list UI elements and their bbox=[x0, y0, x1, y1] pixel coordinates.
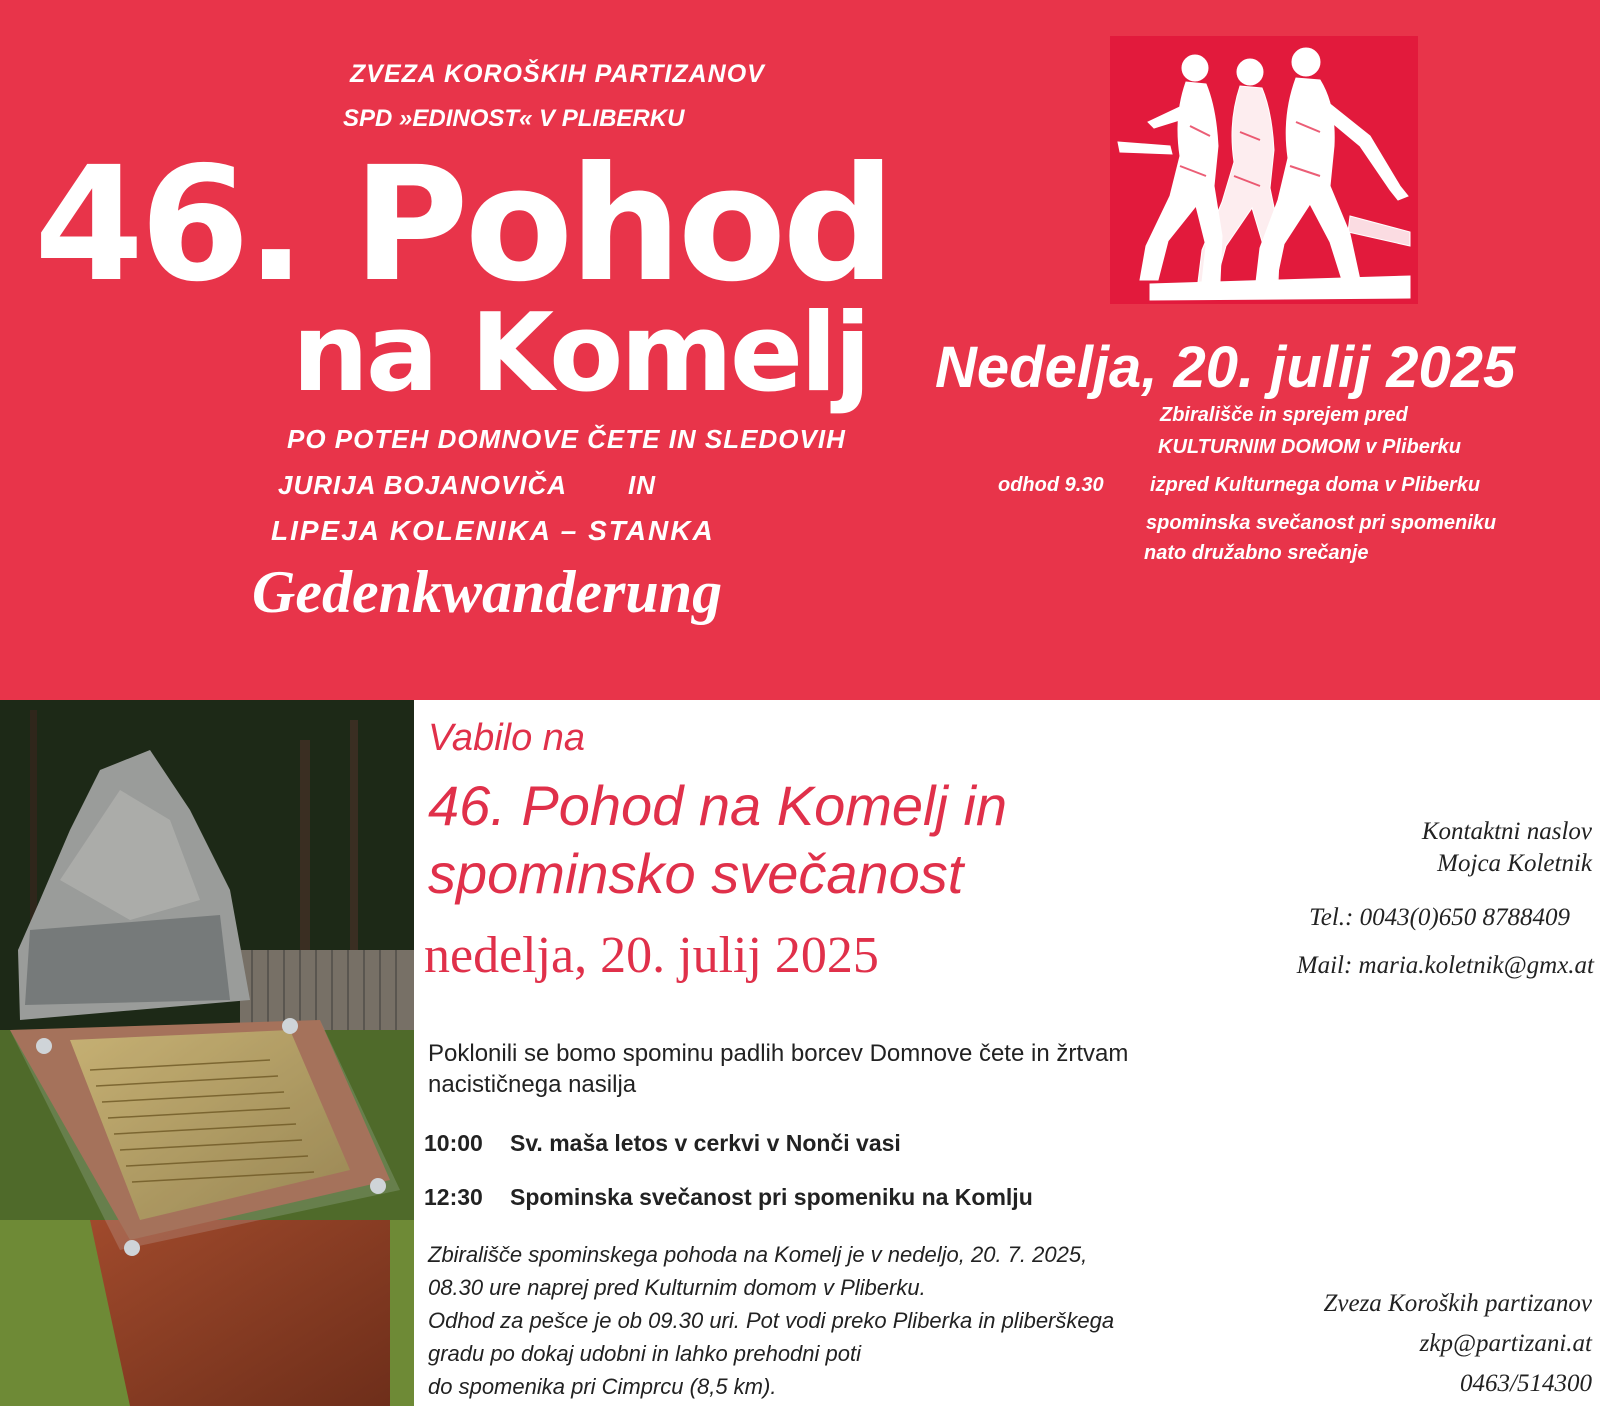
event-date: Nedelja, 20. julij 2025 bbox=[935, 335, 1516, 400]
page-title-line1: 46. Pohod bbox=[34, 133, 892, 317]
contact-label: Kontaktni naslov bbox=[1421, 818, 1592, 845]
page-title-line2: na Komelj bbox=[292, 291, 869, 416]
details-line: Odhod za pešce je ob 09.30 uri. Pot vodi preko Pliberka in pliberškega bbox=[428, 1308, 1115, 1333]
schedule-text: Sv. maša letos v cerkvi v Nonči vasi bbox=[510, 1130, 901, 1156]
schedule-text: Spominska svečanost pri spomeniku na Komlju bbox=[510, 1184, 1033, 1210]
subtitle-line3: LIPEJA KOLENIKA – STANKA bbox=[271, 515, 715, 546]
contact-mail: Mail: maria.koletnik@gmx.at bbox=[1296, 952, 1594, 979]
details-line: 08.30 ure naprej pred Kulturnim domom v Pliberku. bbox=[428, 1275, 926, 1300]
subtitle-line2a: JURIJA BOJANOVIČA bbox=[278, 470, 568, 500]
ceremony-line1: spominska svečanost pri spomeniku bbox=[1146, 512, 1497, 534]
schedule-time: 12:30 bbox=[424, 1184, 483, 1210]
departure-label: odhod 9.30 bbox=[998, 474, 1104, 496]
org-contact-phone: 0463/514300 bbox=[1460, 1370, 1592, 1397]
contact-block bbox=[1422, 818, 1592, 878]
schedule-time: 10:00 bbox=[424, 1130, 483, 1156]
partisan-figures-icon bbox=[1110, 36, 1418, 304]
invite-title-line1: 46. Pohod na Komelj in bbox=[428, 774, 1008, 837]
header-banner bbox=[0, 0, 1600, 700]
invite-title-line2: spominsko svečanost bbox=[428, 842, 964, 905]
org-contact-email: zkp@partizani.at bbox=[1419, 1330, 1592, 1357]
ceremony-line2: nato družabno srečanje bbox=[1144, 542, 1369, 564]
invite-intro: Vabilo na bbox=[428, 717, 586, 759]
memorial-photo bbox=[0, 700, 414, 1406]
org-contact-block bbox=[1323, 1290, 1592, 1398]
subtitle-line2b: IN bbox=[628, 470, 656, 500]
invite-paragraph: Poklonili se bomo spominu padlih borcev Domnove čete in žrtvam nacističnega nasilja bbox=[428, 1040, 1129, 1098]
gedenkwanderung-title: Gedenkwanderung bbox=[252, 559, 723, 625]
org-name-line1: ZVEZA KOROŠKIH PARTIZANOV bbox=[350, 60, 765, 88]
meeting-line1: Zbirališče in sprejem pred bbox=[1160, 404, 1408, 426]
org-name-line2: SPD »EDINOST« V PLIBERKU bbox=[343, 105, 685, 132]
meeting-line2: KULTURNIM DOMOM v Pliberku bbox=[1158, 436, 1461, 458]
details-line: gradu po dokaj udobni in lahko prehodni poti bbox=[428, 1341, 861, 1366]
invite-date: nedelja, 20. julij 2025 bbox=[424, 927, 879, 984]
details-line: Zbirališče spominskega pohoda na Komelj je v nedeljo, 20. 7. 2025, bbox=[428, 1242, 1088, 1267]
details-block bbox=[428, 1238, 1114, 1403]
org-contact-name: Zveza Koroških partizanov bbox=[1323, 1290, 1592, 1317]
subtitle-line1: PO POTEH DOMNOVE ČETE IN SLEDOVIH bbox=[287, 424, 846, 454]
details-line: do spomenika pri Cimprcu (8,5 km). bbox=[428, 1374, 777, 1399]
partisan-emblem bbox=[1110, 36, 1418, 304]
departure-text: izpred Kulturnega doma v Pliberku bbox=[1150, 474, 1481, 496]
contact-tel: Tel.: 0043(0)650 8788409 bbox=[1309, 904, 1570, 931]
schedule-item bbox=[424, 1130, 901, 1157]
contact-name: Mojca Koletnik bbox=[1437, 850, 1592, 877]
schedule-item bbox=[424, 1184, 1033, 1211]
